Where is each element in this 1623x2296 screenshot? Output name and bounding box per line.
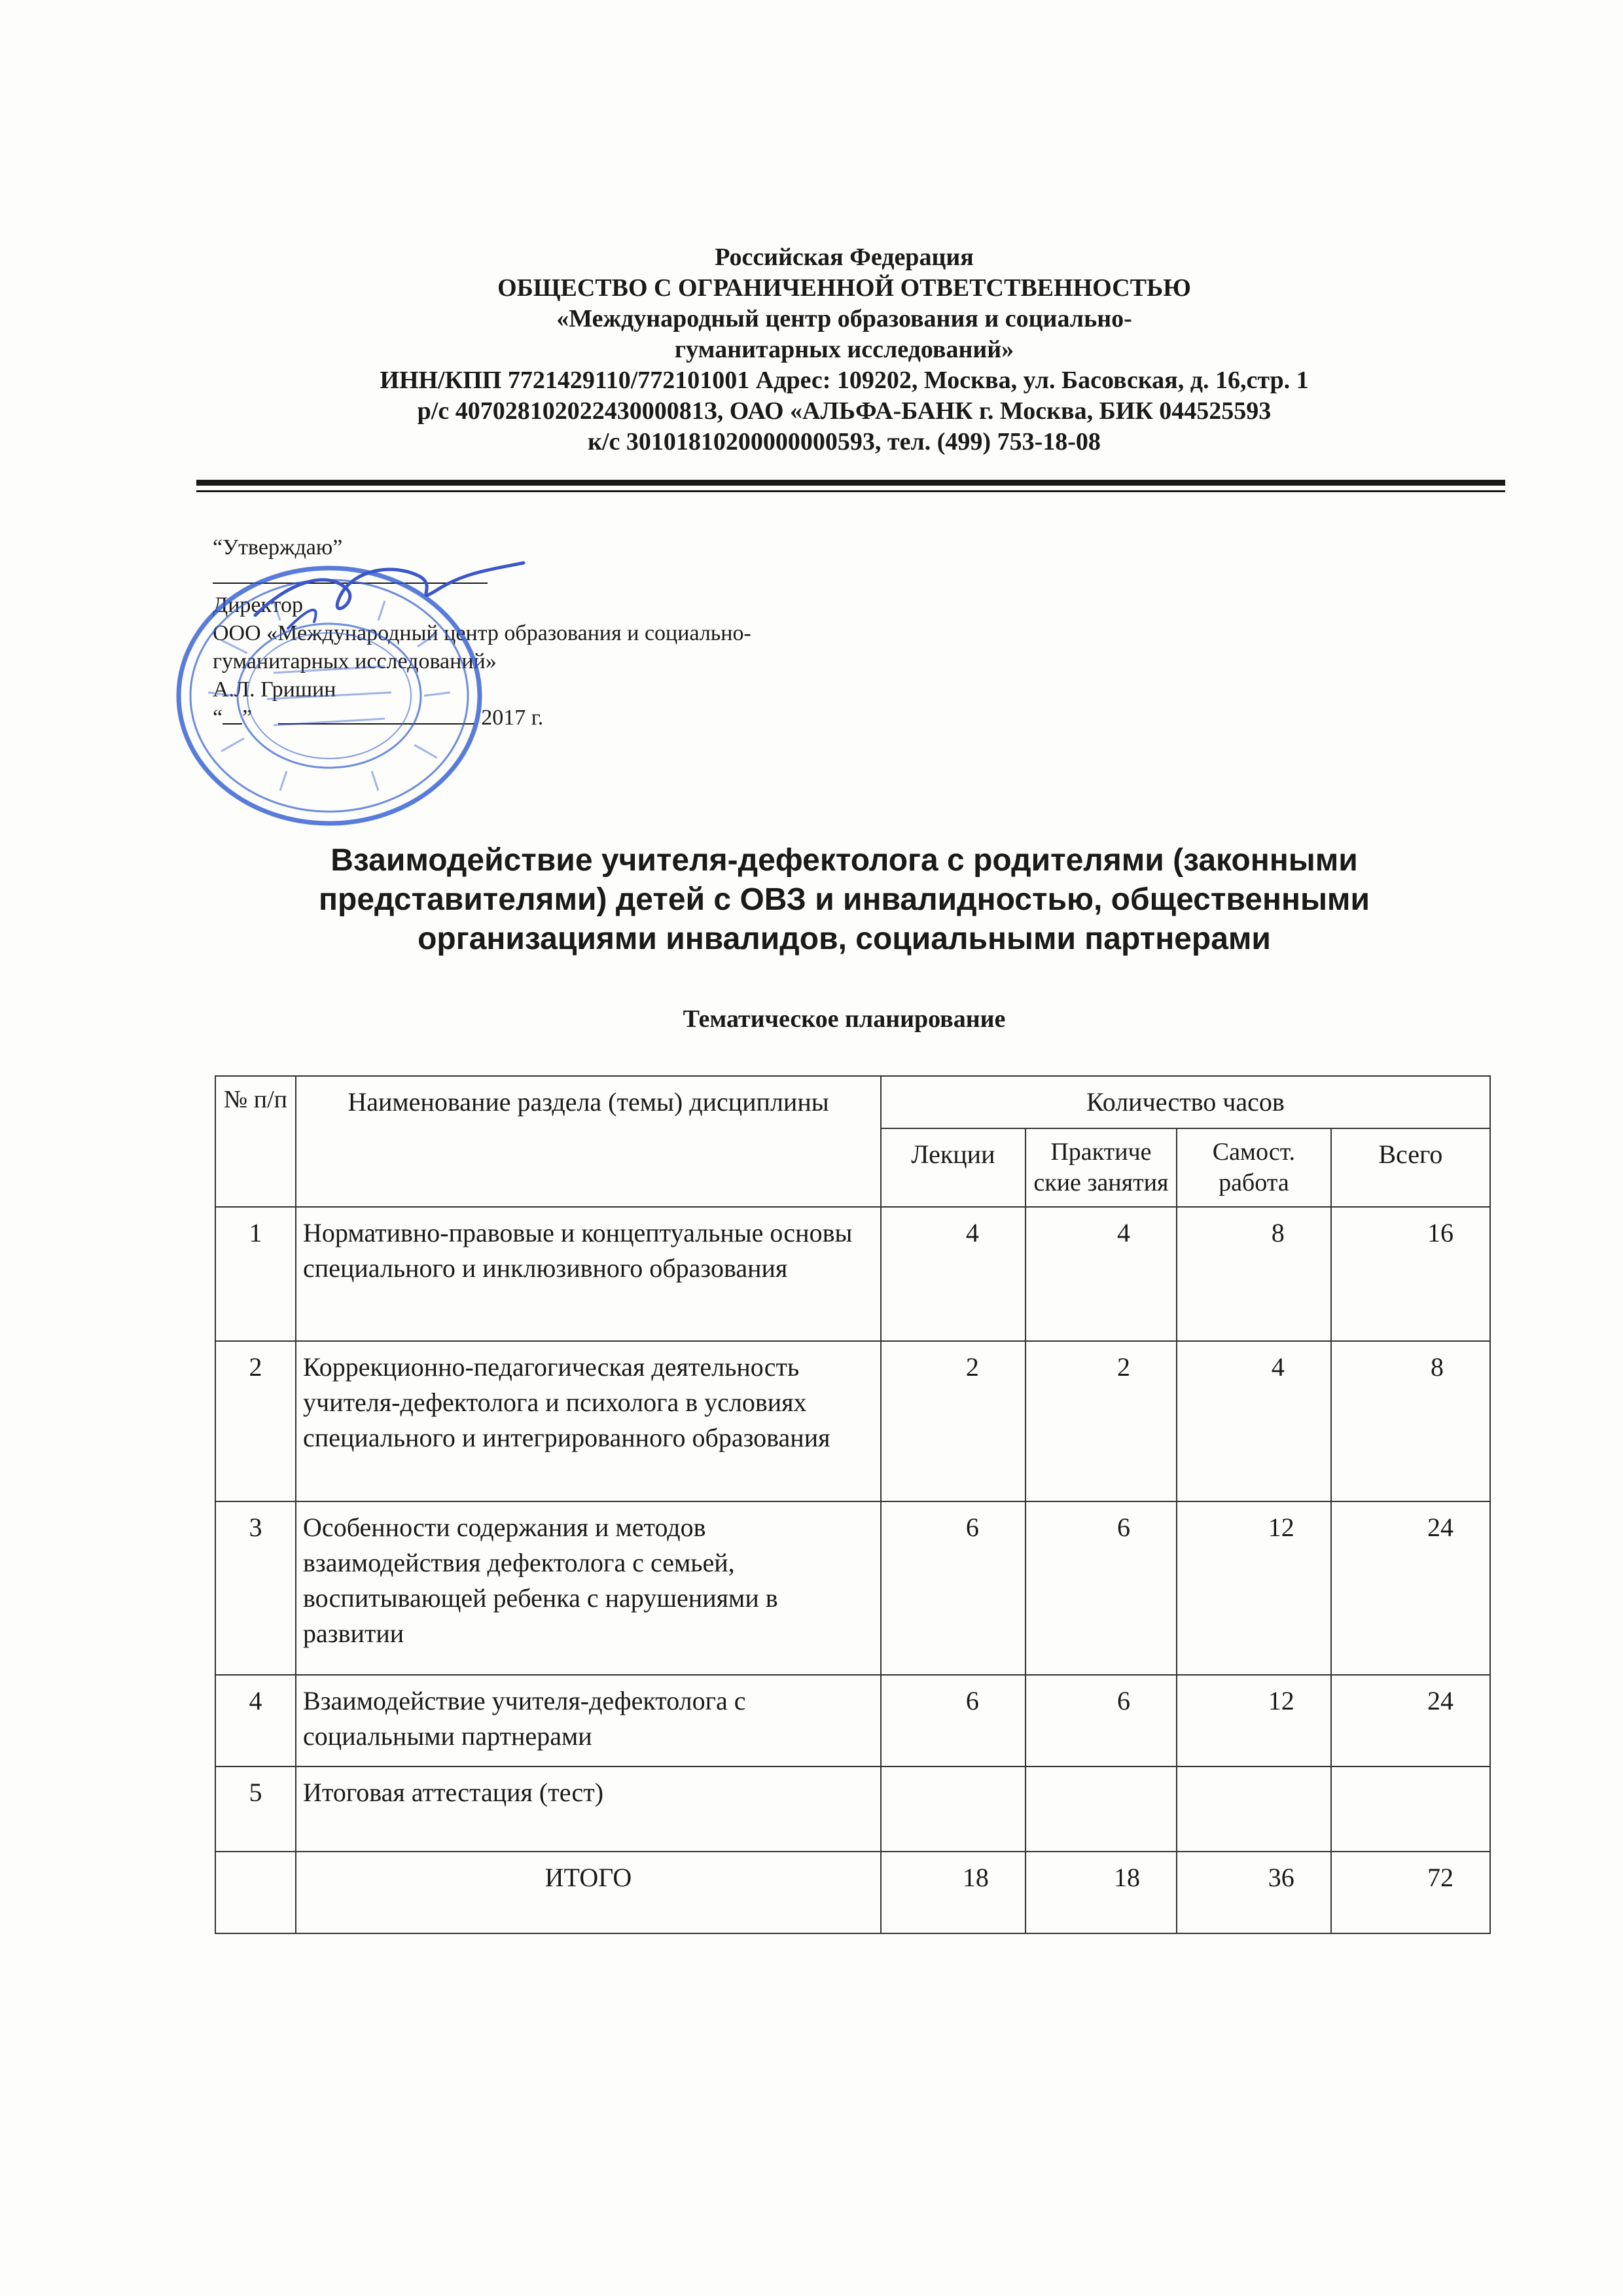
approver-position: Директор — [213, 593, 303, 617]
row-name: Итоговая аттестация (тест) — [296, 1767, 881, 1852]
row-practice: 6 — [1026, 1675, 1177, 1767]
header-corr-account: к/с 30101810200000000593, тел. (499) 753-18-08 — [588, 428, 1101, 456]
row-name: Коррекционно-педагогическая деятельность учителя-дефектолога и психолога в условиях специального и интегрированного образования — [296, 1341, 881, 1501]
row-name: Взаимодействие учителя-дефектолога с социальными партнерами — [296, 1675, 881, 1767]
header-org-type: ОБЩЕСТВО С ОГРАНИЧЕННОЙ ОТВЕТСТВЕННОСТЬЮ — [497, 274, 1191, 302]
table-row — [215, 1341, 1490, 1501]
total-lectures: 18 — [881, 1852, 1026, 1933]
table-row — [215, 1675, 1490, 1767]
col-num-header: № п/п — [215, 1076, 296, 1207]
row-practice: 2 — [1026, 1341, 1177, 1501]
title-line-1: Взаимодействие учителя-дефектолога с родителями (законными — [330, 843, 1358, 878]
total-practice: 18 — [1026, 1852, 1177, 1933]
table-total-row — [215, 1852, 1490, 1933]
total-self: 36 — [1177, 1852, 1331, 1933]
row-num: 3 — [215, 1501, 296, 1675]
row-practice: 6 — [1026, 1501, 1177, 1675]
row-total: 24 — [1331, 1501, 1490, 1675]
document-title — [196, 841, 1492, 959]
row-self: 12 — [1177, 1675, 1331, 1767]
title-line-3: организациями инвалидов, социальными партнерами — [418, 922, 1271, 956]
approver-org-1: ООО «Международный центр образования и социально- — [213, 621, 751, 645]
col-total-header: Всего — [1331, 1128, 1490, 1207]
row-lectures: 6 — [881, 1675, 1026, 1767]
approve-label: “Утверждаю” — [213, 535, 343, 560]
row-total: 16 — [1331, 1207, 1490, 1341]
director-signature — [249, 543, 537, 635]
header-org-name-2: гуманитарных исследований» — [674, 336, 1014, 363]
row-lectures — [881, 1767, 1026, 1852]
col-practice-header: Практиче ские занятия — [1026, 1128, 1177, 1207]
header-inn-address: ИНН/КПП 7721429110/772101001 Адрес: 109202, Москва, ул. Басовская, д. 16,стр. 1 — [380, 367, 1309, 394]
document-subtitle: Тематическое планирование — [683, 1005, 1006, 1033]
row-total — [1331, 1767, 1490, 1852]
row-lectures: 6 — [881, 1501, 1026, 1675]
thematic-plan-table — [215, 1075, 1491, 1934]
table-row — [215, 1767, 1490, 1852]
date-close-quote: ” — [242, 706, 253, 730]
row-self — [1177, 1767, 1331, 1852]
row-num: 4 — [215, 1675, 296, 1767]
col-name-header: Наименование раздела (темы) дисциплины — [296, 1076, 881, 1207]
title-line-2: представителями) детей с ОВЗ и инвалидностью, общественными — [319, 882, 1370, 917]
col-self-header: Самост. работа — [1177, 1128, 1331, 1207]
row-self: 8 — [1177, 1207, 1331, 1341]
total-total: 72 — [1331, 1852, 1490, 1933]
company-header — [196, 242, 1492, 457]
header-bank-account: р/с 40702810202243000081З, ОАО «АЛЬФА-БАНК г. Москва, БИК 044525593 — [417, 397, 1272, 425]
header-org-name-1: «Международный центр образования и социально- — [556, 305, 1132, 332]
col-lectures-header: Лекции — [881, 1128, 1026, 1207]
table-row — [215, 1501, 1490, 1675]
row-name: Нормативно-правовые и концептуальные основы специального и инклюзивного образования — [296, 1207, 881, 1341]
row-self: 12 — [1177, 1501, 1331, 1675]
row-lectures: 4 — [881, 1207, 1026, 1341]
table-row — [215, 1207, 1490, 1341]
header-divider-thick — [196, 480, 1505, 486]
date-year: 2017 г. — [481, 706, 544, 730]
row-num: 1 — [215, 1207, 296, 1341]
row-name: Особенности содержания и методов взаимодействия дефектолога с семьей, воспитывающей ребенка с нарушениями в развитии — [296, 1501, 881, 1675]
total-num — [215, 1852, 296, 1933]
row-practice: 4 — [1026, 1207, 1177, 1341]
header-country: Российская Федерация — [715, 243, 974, 271]
row-total: 8 — [1331, 1341, 1490, 1501]
row-total: 24 — [1331, 1675, 1490, 1767]
row-self: 4 — [1177, 1341, 1331, 1501]
col-hours-header: Количество часов — [881, 1076, 1490, 1128]
approver-org-2: гуманитарных исследований» — [213, 649, 497, 673]
row-num: 2 — [215, 1341, 296, 1501]
row-lectures: 2 — [881, 1341, 1026, 1501]
date-open-quote: “ — [213, 706, 223, 730]
header-divider-thin — [196, 490, 1505, 492]
row-practice — [1026, 1767, 1177, 1852]
total-label: ИТОГО — [296, 1852, 881, 1933]
row-num: 5 — [215, 1767, 296, 1852]
approver-name: А.Л. Гришин — [213, 677, 336, 702]
